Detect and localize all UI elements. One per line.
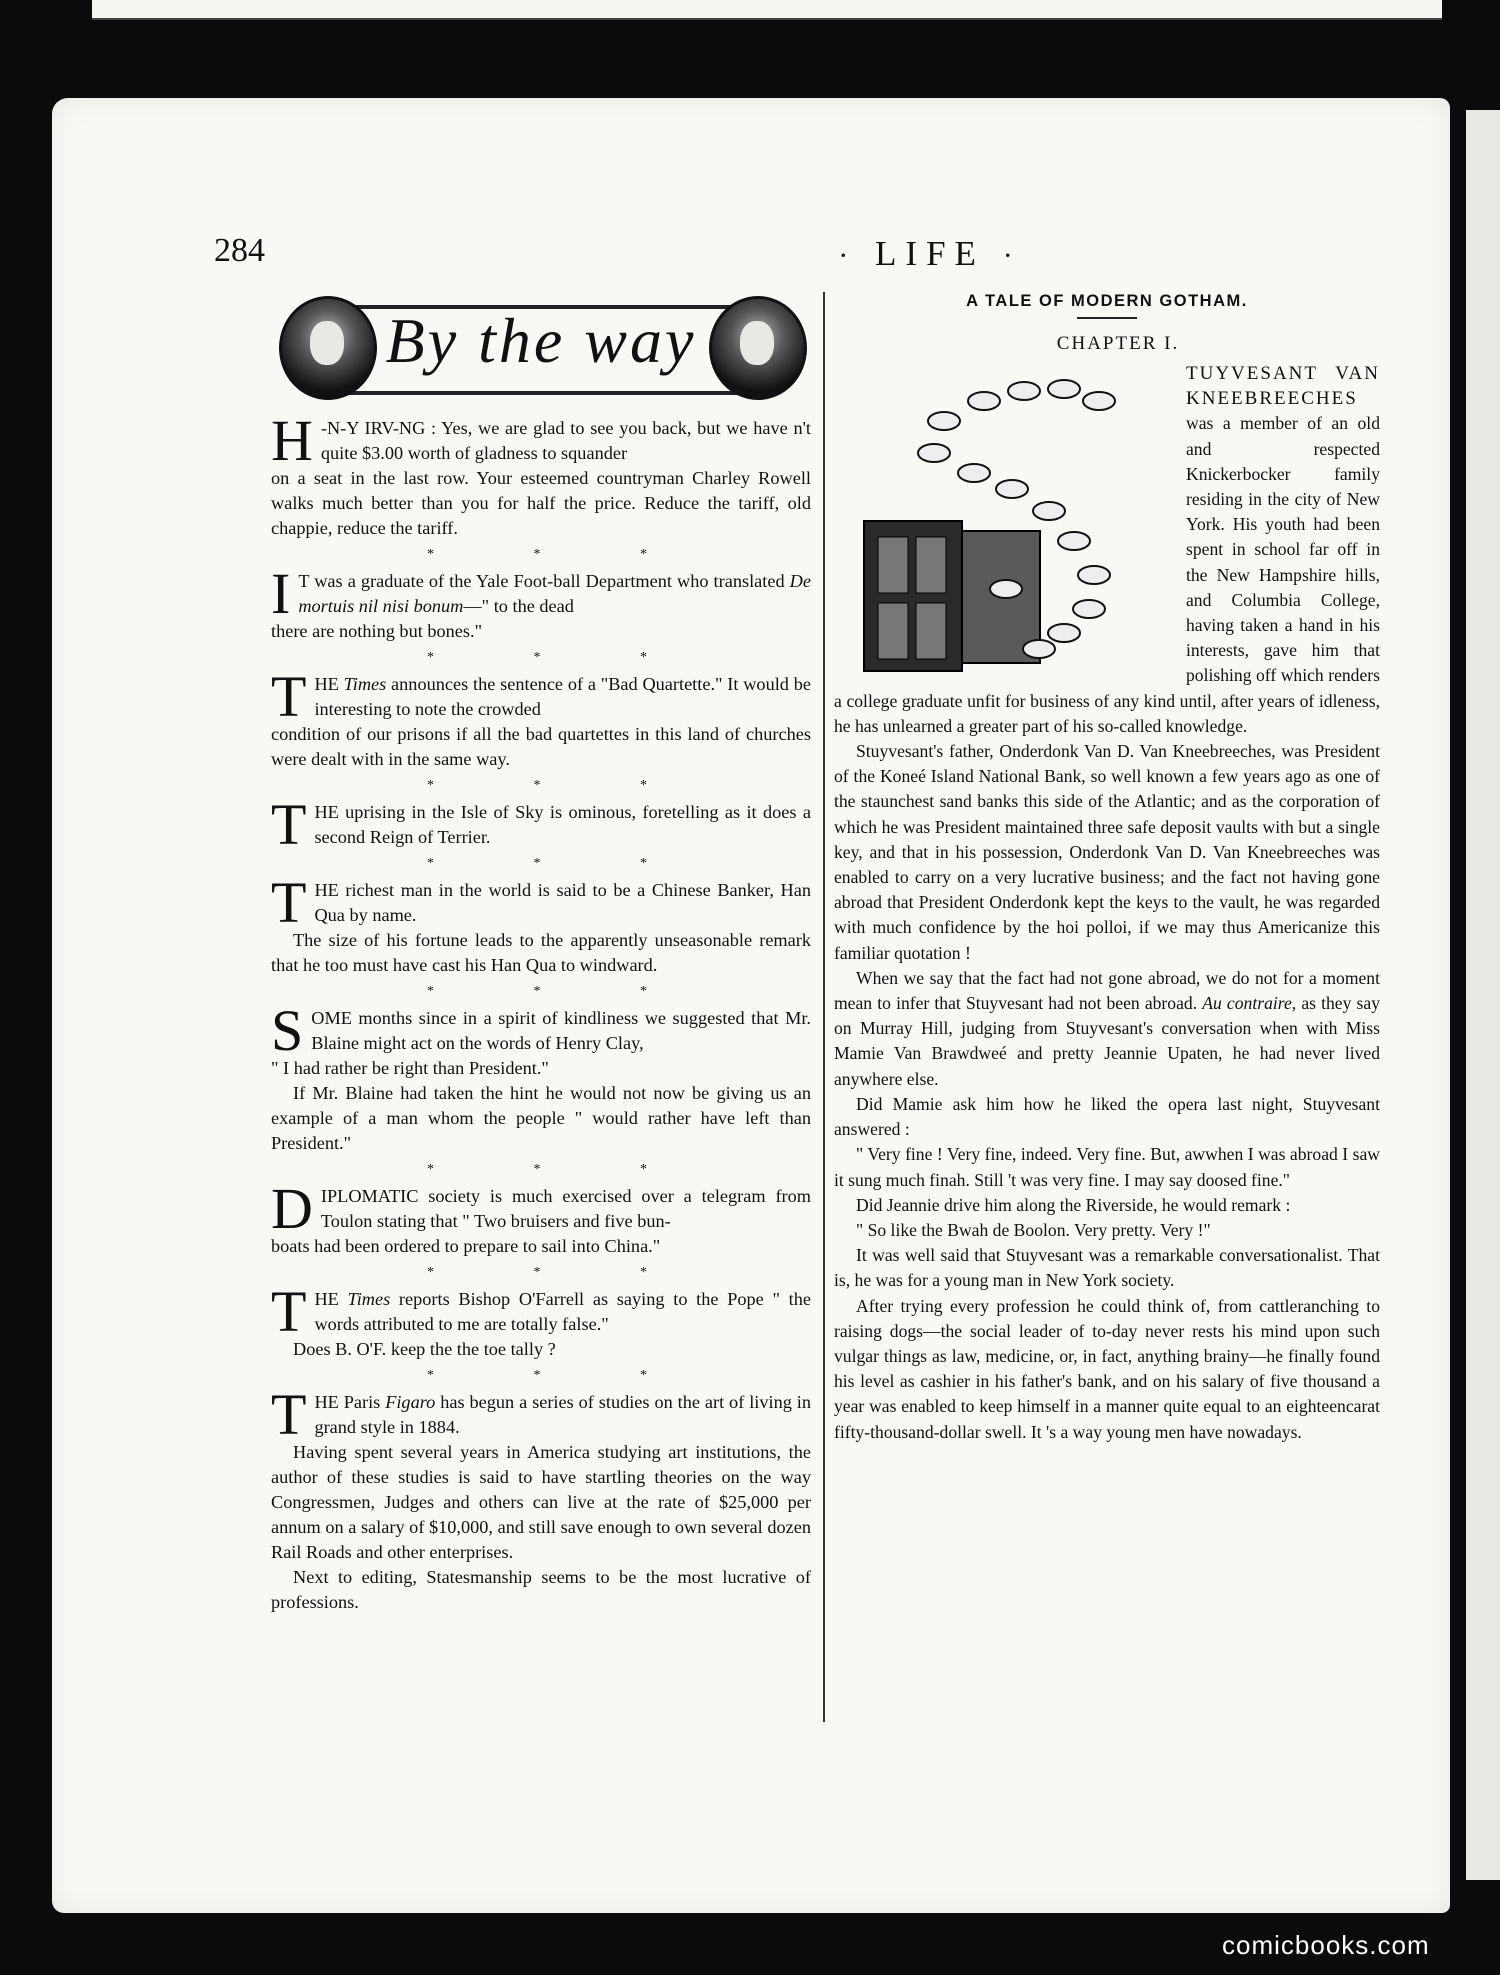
item-quartette: [271, 664, 811, 772]
title-rule: [1077, 317, 1137, 319]
portrait-medallion-left: [279, 296, 377, 400]
vault-birds-svg: [834, 361, 1178, 679]
item-irving: [271, 408, 811, 541]
story-paragraph: After trying every profession he could think of, from cattleranching to raising dogs—the social leader of to-day never rests his mind upon such vulgar things as law, medicine, or, in fact, anything brainy—he finally found his level as cashier in his father's bank, and on his salary of five thousand a year was enabled to keep himself in a manner quite equal to an eighteencarat fifty-thousand-dollar swell. It 's a way young men have nowadays.: [834, 1295, 1380, 1442]
page-number: 284: [214, 232, 265, 269]
masthead-dot-right: ·: [1002, 239, 1022, 272]
by-the-way-banner: [271, 296, 811, 398]
item-text: HE Paris Figaro has begun a series of studies on the art of living in grand style in 1884.: [314, 1392, 811, 1437]
drop-cap: T: [271, 664, 307, 729]
item-isle-of-sky: [271, 792, 811, 857]
item-text-cont: condition of our prisons if all the bad quartettes in this land of churches were dealt with in the same way.: [271, 724, 811, 769]
left-column: [271, 296, 811, 1615]
masthead: [838, 234, 1021, 274]
story-paragraph: Did Mamie ask him how he liked the opera last night, Stuyvesant answered :: [834, 1093, 1380, 1140]
separator: * * *: [427, 984, 695, 999]
item-text: HE uprising in the Isle of Sky is ominous, foretelling as it does a second Reign of Terrier.: [314, 802, 811, 847]
item-han-qua: [271, 870, 811, 978]
item-text-extra: The size of his fortune leads to the apparently unseasonable remark that he too must have cast his Han Qua to windward.: [271, 930, 811, 975]
item-text-cont: on a seat in the last row. Your esteemed countryman Charley Rowell walks much better than you for half the price. Reduce the tariff, old chappie, reduce the tariff.: [271, 468, 811, 538]
item-text: IPLOMATIC society is much exercised over a telegram from Toulon stating that " Two bruisers and five bun-: [320, 1186, 811, 1231]
item-text-extra: Having spent several years in America studying art institutions, the author of these studies is said to have startling theories on the way Congressmen, Judges and others can live at the rate of $25,000 per annum on a salary of $10,000, and still save enough to own several dozen Rail Roads and other enterprises.: [271, 1442, 811, 1562]
story-paragraph: " So like the Bwah de Boolon. Very pretty. Very !": [856, 1219, 1211, 1240]
drop-cap: T: [271, 1382, 307, 1447]
right-column: [834, 292, 1380, 1445]
chapter-heading: CHAPTER I.: [1056, 333, 1180, 354]
item-text-cont: " I had rather be right than President.": [271, 1058, 549, 1078]
illustration-vault-with-birds: [834, 361, 1178, 679]
adjacent-page-top: [92, 0, 1442, 20]
story-title: A TALE OF MODERN GOTHAM.: [966, 292, 1248, 310]
item-blaine: [271, 998, 811, 1156]
separator: * * *: [427, 1162, 695, 1177]
item-text: HE richest man in the world is said to be a Chinese Banker, Han Qua by name.: [314, 880, 811, 925]
adjacent-page-right: [1466, 110, 1500, 1880]
masthead-title: LIFE: [875, 234, 985, 273]
separator: * * *: [427, 1265, 695, 1280]
story-paragraph: " Very fine ! Very fine, indeed. Very fine. But, awwhen I was abroad I saw it sung much finah. Still 't was very fine. I may say doosed fine.": [834, 1144, 1380, 1190]
item-text: OME months since in a spirit of kindliness we suggested that Mr. Blaine might act on the words of Henry Clay,: [311, 1008, 811, 1053]
page-header: [212, 232, 1384, 272]
separator: * * *: [427, 547, 695, 562]
drop-cap: T: [271, 792, 307, 857]
portrait-medallion-right: [709, 296, 807, 400]
separator: * * *: [427, 1368, 695, 1383]
drop-cap: D: [271, 1176, 313, 1241]
drop-cap: S: [271, 998, 304, 1063]
item-text: HE Times reports Bishop O'Farrell as saying to the Pope " the words attributed to me are totally false.": [314, 1289, 811, 1334]
drop-cap: T: [271, 1279, 307, 1344]
item-text: HE Times announces the sentence of a "Bad Quartette." It would be interesting to note the crowded: [314, 674, 811, 719]
drop-cap: H: [271, 408, 313, 473]
opening-caps: TUYVESANT VAN KNEEBREECHES: [1186, 363, 1380, 410]
item-text-extra: Next to editing, Statesmanship seems to be the most lucrative of professions.: [271, 1567, 811, 1612]
separator: * * *: [427, 650, 695, 665]
item-bishop: [271, 1279, 811, 1362]
story-opening: TUYVESANT VAN KNEEBREECHES was a member of an old and respected Knickerbocker family residing in the city of New York. His youth had been spent in school far off in the New Hampshire hills, and Columbia College, having taken a hand in his interests, gave him that polishing off which renders a college graduate unfit for business of any kind until, after years of idleness, he has unlearned a greater part of his so-called knowledge.: [834, 363, 1380, 736]
column-divider: [823, 292, 825, 1722]
story-paragraph: Stuyvesant's father, Onderdonk Van D. Van Kneebreeches, was President of the Koneé Island National Bank, so well known a few years ago as one of the staunchest sand banks this side of the Atlantic; and as the corporation of which he was President maintained three safe deposit vaults with but a single key, and that in his possession, Onderdonk Van D. Van Kneebreeches was enabled to carry on a very lucrative business; and the fact not having gone abroad that President Onderdonk kept the keys to the vault, he was regarded with much confidence by the hoi polloi, if we may thus Americanize this familiar quotation !: [834, 741, 1380, 963]
item-yale: [271, 561, 811, 644]
story-paragraph: It was well said that Stuyvesant was a remarkable conversationalist. That is, he was for a young man in New York society.: [834, 1245, 1380, 1291]
masthead-dot-left: ·: [838, 239, 858, 272]
watermark: comicbooks.com: [1222, 1930, 1430, 1960]
item-text-cont: boats had been ordered to prepare to sail into China.": [271, 1236, 661, 1256]
item-text: T was a graduate of the Yale Foot-ball Department who translated De mortuis nil nisi bonum—" to the dead: [298, 571, 811, 616]
item-figaro: [271, 1382, 811, 1615]
item-text-cont: there are nothing but bones.": [271, 621, 483, 641]
story-paragraph: Did Jeannie drive him along the Riverside, he would remark :: [856, 1194, 1291, 1215]
item-text: -N-Y IRV-NG : Yes, we are glad to see you back, but we have n't quite $3.00 worth of gladness to squander: [320, 418, 811, 463]
banner-title: By the way: [385, 305, 697, 376]
item-text-cont: Does B. O'F. keep the the toe tally ?: [293, 1339, 556, 1359]
item-text-extra: If Mr. Blaine had taken the hint he would not now be giving us an example of a man whom the people " would rather have left than President.": [271, 1083, 811, 1153]
story-paragraph: When we say that the fact had not gone abroad, we do not for a moment mean to infer that Stuyvesant had not been abroad. Au contraire, as they say on Murray Hill, judging from Stuyvesant's conversation when with Miss Mamie Van Brawdweé and pretty Jeannie Upaten, he had never lived anywhere else.: [834, 967, 1380, 1089]
item-diplomatic: [271, 1176, 811, 1259]
drop-cap: I: [271, 561, 291, 626]
drop-cap: T: [271, 870, 307, 935]
separator: * * *: [427, 778, 695, 793]
separator: * * *: [427, 856, 695, 871]
